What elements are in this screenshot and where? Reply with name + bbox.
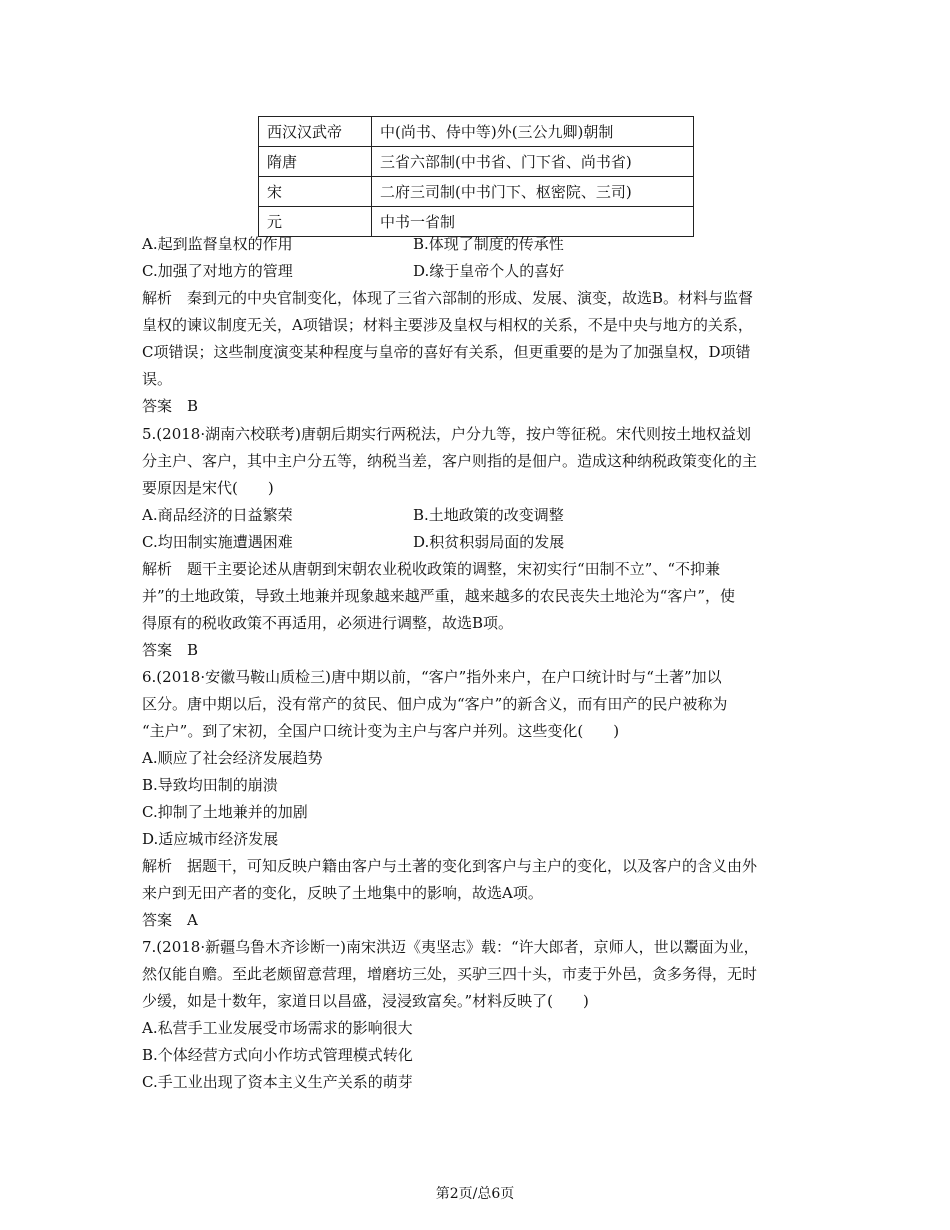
q4-option-a: A.起到监督皇权的作用 (142, 235, 293, 253)
q5-stem-line: 5.(2018·湖南六校联考)唐朝后期实行两税法，户分九等，按户等征税。宋代则按土地权益划 (142, 425, 751, 443)
q7-option: B.个体经营方式向小作坊式管理模式转化 (142, 1046, 413, 1064)
q6-analysis-line: 来户到无田产者的变化，反映了土地集中的影响，故选A项。 (142, 884, 543, 902)
table-cell-system: 中书一省制 (372, 207, 694, 237)
table-cell-period: 宋 (259, 177, 372, 207)
q7-stem-line: 然仅能自赡。至此老颇留意营理，增磨坊三处，买驴三四十头，市麦于外邑，贪多务得，无时 (142, 965, 758, 983)
q6-stem-line: “主户”。到了宋初，全国户口统计变为主户与客户并列。这些变化( ) (142, 722, 620, 740)
q5-option-d: D.积贫积弱局面的发展 (413, 533, 565, 551)
table-cell-period: 元 (259, 207, 372, 237)
q6-option: D.适应城市经济发展 (142, 830, 279, 848)
table-row (259, 117, 694, 147)
page-number-footer: 第2页/总6页 (435, 1186, 515, 1202)
q4-analysis-line: C项错误；这些制度演变某种程度与皇帝的喜好有关系，但更重要的是为了加强皇权，D项错 (142, 343, 751, 361)
table-cell-system: 三省六部制(中书省、门下省、尚书省) (372, 147, 694, 177)
q4-analysis-line: 误。 (142, 370, 173, 388)
dynasty-table (258, 116, 694, 237)
q4-option-c: C.加强了对地方的管理 (142, 262, 293, 280)
table-cell-system: 二府三司制(中书门下、枢密院、三司) (372, 177, 694, 207)
q5-stem-line: 分主户、客户，其中主户分五等，纳税当差，客户则指的是佃户。造成这种纳税政策变化的主 (142, 452, 758, 470)
table-row (259, 207, 694, 237)
q5-answer: 答案 B (142, 641, 199, 659)
q5-analysis-line: 得原有的税收政策不再适用，必须进行调整，故选B项。 (142, 614, 514, 632)
q5-stem-line: 要原因是宋代( ) (142, 479, 274, 497)
q6-option: B.导致均田制的崩溃 (142, 776, 278, 794)
q6-option: C.抑制了土地兼并的加剧 (142, 803, 308, 821)
q6-stem-line: 6.(2018·安徽马鞍山质检三)唐中期以前，“客户”指外来户，在户口统计时与“土著”加以 (142, 668, 722, 686)
q7-stem-line: 少缓，如是十数年，家道日以昌盛，浸浸致富矣。”材料反映了( ) (142, 992, 589, 1010)
table-cell-period: 西汉汉武帝 (259, 117, 372, 147)
q5-option-a: A.商品经济的日益繁荣 (142, 506, 293, 524)
q6-stem-line: 区分。唐中期以后，没有常产的贫民、佃户成为“客户”的新含义，而有田产的民户被称为 (142, 695, 728, 713)
q5-option-b: B.土地政策的改变调整 (413, 506, 564, 524)
q5-option-c: C.均田制实施遭遇困难 (142, 533, 293, 551)
table-row (259, 147, 694, 177)
q4-answer: 答案 B (142, 397, 199, 415)
q6-answer: 答案 A (142, 911, 198, 929)
q4-option-b: B.体现了制度的传承性 (413, 235, 564, 253)
table-cell-system: 中(尚书、侍中等)外(三公九卿)朝制 (372, 117, 694, 147)
q5-analysis-line: 并”的土地政策，导致土地兼并现象越来越严重，越来越多的农民丧失土地沦为“客户”，使 (142, 587, 736, 605)
q7-option: C.手工业出现了资本主义生产关系的萌芽 (142, 1073, 413, 1091)
q4-analysis-line: 解析 秦到元的中央官制变化，体现了三省六部制的形成、发展、演变，故选B。材料与监督 (142, 289, 754, 307)
q7-stem-line: 7.(2018·新疆乌鲁木齐诊断一)南宋洪迈《夷坚志》载：“许大郎者，京师人，世以鬻面为业， (142, 938, 759, 956)
q5-analysis-line: 解析 题干主要论述从唐朝到宋朝农业税收政策的调整，宋初实行“田制不立”、“不抑兼 (142, 560, 721, 578)
q6-analysis-line: 解析 据题干，可知反映户籍由客户与土著的变化到客户与主户的变化，以及客户的含义由外 (142, 857, 758, 875)
q4-option-d: D.缘于皇帝个人的喜好 (413, 262, 565, 280)
table-cell-period: 隋唐 (259, 147, 372, 177)
table-row (259, 177, 694, 207)
q4-analysis-line: 皇权的谏议制度无关，A项错误；材料主要涉及皇权与相权的关系，不是中央与地方的关系， (142, 316, 753, 334)
q6-option: A.顺应了社会经济发展趋势 (142, 749, 323, 767)
q7-option: A.私营手工业发展受市场需求的影响很大 (142, 1019, 413, 1037)
